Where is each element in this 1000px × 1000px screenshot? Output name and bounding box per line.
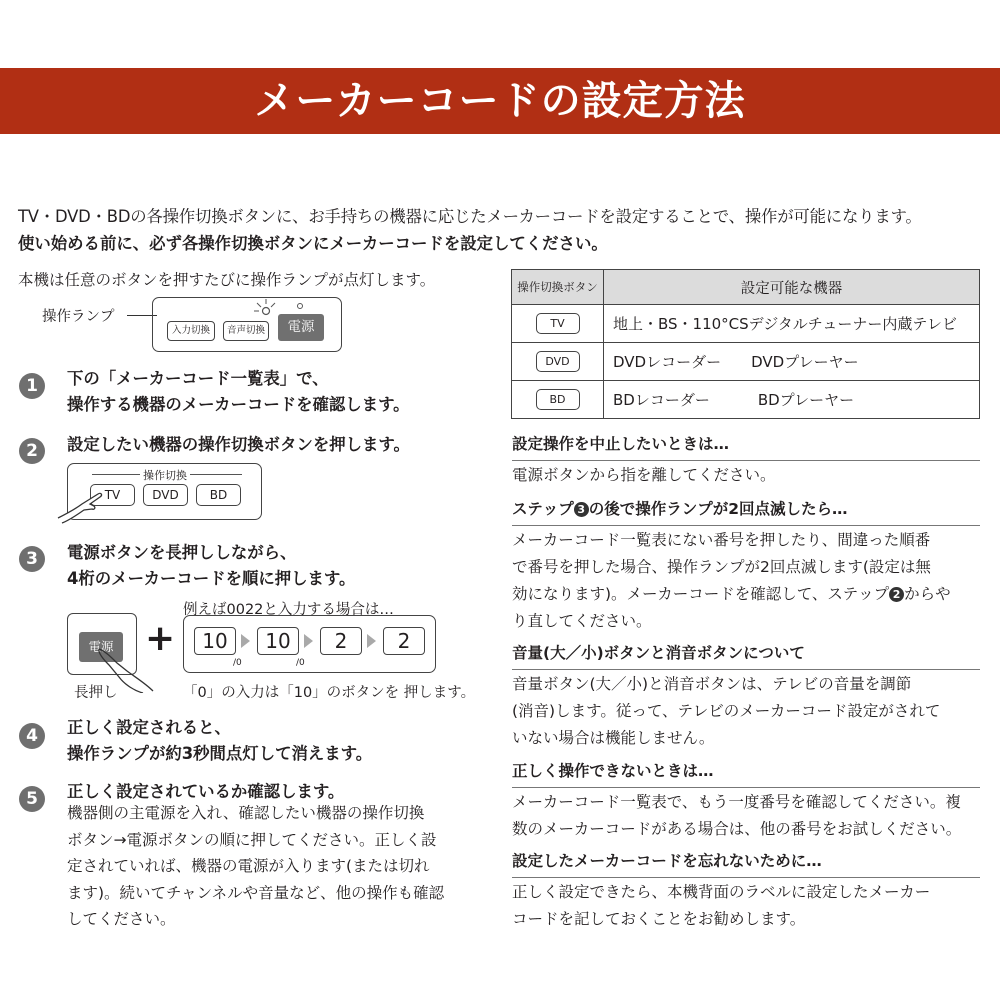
key-sub-label: /0 [233, 658, 242, 668]
intro-warning: 使い始める前に、必ず各操作切換ボタンにメーカーコードを設定してください。 [18, 234, 608, 253]
note-text: 電源ボタンから指を離してください。 [512, 466, 776, 484]
step-4-line-1: 正しく設定されると、 [67, 718, 231, 737]
code-key: 10 [194, 627, 236, 655]
note-text: メーカーコード一覧表で、もう一度番号を確認してください。複 数のメーカーコードがある場合は、他の番号をお試しください。 [512, 793, 962, 838]
device-table [511, 269, 980, 419]
tv-switch-button: TV [90, 484, 135, 506]
step-number: 1 [19, 373, 45, 399]
audio-switch-button: 音声切換 [223, 321, 269, 341]
step-3-line-1: 電源ボタンを長押ししながら、 [67, 543, 297, 562]
switch-group-label: 操作切換 [140, 467, 190, 483]
button-tag: DVD [536, 351, 580, 372]
zero-input-note: 「0」の入力は「10」のボタンを 押します。 [183, 685, 476, 701]
step-number: 2 [19, 438, 45, 464]
device-name: 地上・BS・110°CSデジタルチューナー内蔵テレビ [613, 315, 958, 333]
device-name: DVDレコーダー [613, 353, 722, 371]
step-3-marker: 3 [574, 502, 589, 517]
code-key: 2 [320, 627, 362, 655]
code-key: 10 [257, 627, 299, 655]
step-number: 3 [19, 546, 45, 572]
step-5-body: 機器側の主電源を入れ、確認したい機器の操作切換 ボタン→電源ボタンの順に押してください。正しく設 定されていれば、機器の電源が入ります(または切れ ます)。続いてチャンネルや音量など、他の操作も確認 してください。 [67, 804, 445, 928]
device-name: DVDプレーヤー [751, 353, 859, 371]
step-1-line-1: 下の「メーカーコード一覧表」で、 [67, 369, 329, 388]
note-text: 正しく設定できたら、本機背面のラベルに設定したメーカー コードを記しておくことをお勧めします。 [512, 883, 931, 928]
bd-switch-button: BD [196, 484, 241, 506]
arrow-right-icon [304, 634, 313, 648]
table-row [512, 381, 980, 419]
intro-text: TV・DVD・BDの各操作切換ボタンに、お手持ちの機器に応じたメーカーコードを設定することで、操作が可能になります。 [18, 207, 922, 226]
power-button: 電源 [278, 314, 324, 341]
note-heading: ステップ 3 の後で操作ランプが2回点滅したら… [512, 498, 980, 526]
device-name: BDレコーダー [613, 391, 710, 409]
power-lamp-dot [297, 303, 303, 309]
key-sub-label: /0 [296, 658, 305, 668]
step-number: 4 [19, 723, 45, 749]
note-heading: 正しく操作できないときは… [512, 760, 980, 788]
step-2-line-1: 設定したい機器の操作切換ボタンを押します。 [67, 435, 410, 454]
lamp-glow-icon [252, 297, 276, 319]
table-row [512, 343, 980, 381]
power-button: 電源 [79, 632, 123, 662]
device-name: BDプレーヤー [757, 391, 855, 409]
step-5-heading: 正しく設定されているか確認します。 [67, 782, 345, 801]
note-text: メーカーコード一覧表にない番号を押したり、間違った順番 で番号を押した場合、操作ランプが2回点滅します(設定は無 効になります)。メーカーコードを確認して、ステップ 2 からや り直してください。 [512, 531, 951, 630]
arrow-right-icon [367, 634, 376, 648]
note-text: 音量ボタン(大／小)と消音ボタンは、テレビの音量を調節 (消音)します。従って、テレビのメーカーコード設定がされて いない場合は機能しません。 [512, 675, 941, 747]
example-label: 例えば0022と入力する場合は… [183, 602, 394, 618]
button-tag: TV [536, 313, 580, 334]
plus-icon: + [145, 618, 176, 659]
step-1-line-2: 操作する機器のメーカーコードを確認します。 [67, 395, 410, 414]
table-row [512, 305, 980, 343]
table-header: 操作切換ボタン [512, 270, 604, 305]
lamp-note: 本機は任意のボタンを押すたびに操作ランプが点灯します。 [18, 271, 436, 289]
finger-press-icon [56, 486, 104, 524]
arrow-right-icon [241, 634, 250, 648]
note-heading: 設定操作を中止したいときは… [512, 433, 980, 461]
input-switch-button: 入力切換 [167, 321, 215, 341]
title-banner [0, 68, 1000, 134]
lamp-label: 操作ランプ [42, 309, 115, 325]
step-2-marker: 2 [889, 587, 904, 602]
dvd-switch-button: DVD [143, 484, 188, 506]
code-key: 2 [383, 627, 425, 655]
step-number: 5 [19, 786, 45, 812]
long-press-label: 長押し [74, 685, 118, 701]
step-4-line-2: 操作ランプが約3秒間点灯して消えます。 [67, 744, 373, 763]
button-tag: BD [536, 389, 580, 410]
page-title: メーカーコードの設定方法 [254, 78, 746, 124]
note-heading: 設定したメーカーコードを忘れないために… [512, 850, 980, 878]
step-3-line-2: 4桁のメーカーコードを順に押します。 [67, 569, 356, 588]
note-heading: 音量(大／小)ボタンと消音ボタンについて [512, 642, 980, 670]
table-header: 設定可能な機器 [604, 270, 980, 305]
